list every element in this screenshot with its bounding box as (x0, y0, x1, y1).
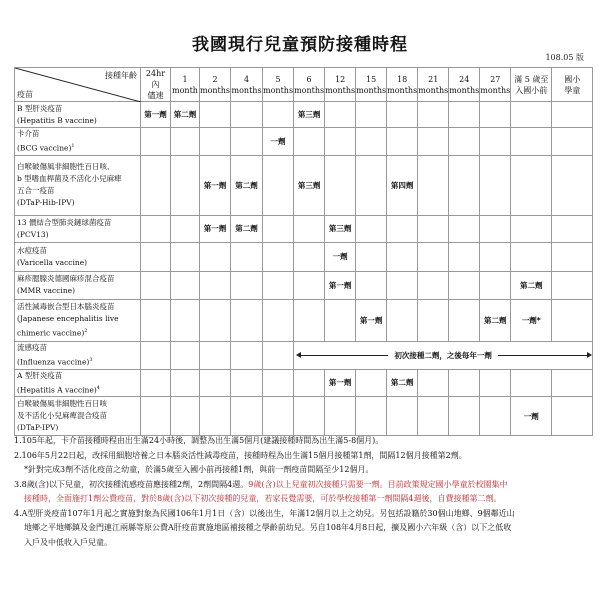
age-cell (418, 215, 449, 242)
age-cell (449, 299, 480, 341)
age-cell (480, 128, 511, 156)
age-cell (356, 271, 387, 299)
age-cell (231, 102, 263, 128)
column-header-line2: months (231, 85, 262, 95)
age-cell (356, 128, 387, 156)
vaccine-row (15, 155, 593, 215)
vaccine-name-text: B 型肝炎疫苗 (17, 103, 63, 113)
vaccine-name-en (17, 354, 140, 369)
age-cell (418, 155, 449, 215)
column-header-line2: 學童 (564, 85, 581, 95)
vaccine-name-cell (15, 242, 141, 271)
dose-cell: 第三劑 (294, 102, 325, 128)
footnote-3-text: 3.8歲(含)以下兒童，初次接種流感疫苗應接種2劑，2劑間隔4週。 (14, 479, 249, 489)
vaccine-row (15, 215, 593, 242)
dose-cell: 一劑 (511, 397, 552, 436)
age-cell (387, 215, 418, 242)
age-cell (449, 215, 480, 242)
age-cell (449, 102, 480, 128)
age-cell (480, 242, 511, 271)
vaccine-name-en (17, 313, 140, 325)
dose-cell: 第一劑 (325, 271, 356, 299)
age-cell (387, 128, 418, 156)
column-header (200, 68, 231, 102)
age-cell (356, 369, 387, 397)
vaccine-name-cell (15, 215, 141, 242)
age-cell (171, 128, 200, 156)
dose-cell: 第一劑 (200, 155, 231, 215)
age-cell (387, 299, 418, 341)
age-cell (418, 242, 449, 271)
age-cell (552, 215, 593, 242)
age-cell (171, 397, 200, 436)
age-cell (418, 271, 449, 299)
age-cell (263, 397, 294, 436)
vaccine-name-en (17, 257, 140, 269)
age-cell (552, 369, 593, 397)
column-header (356, 68, 387, 102)
age-cell (449, 271, 480, 299)
age-cell (200, 271, 231, 299)
dose-cell: 第一劑 (356, 299, 387, 341)
age-cell (325, 128, 356, 156)
vaccine-name-cell (15, 369, 141, 397)
column-header-line1: 2 (212, 74, 218, 84)
age-cell (294, 369, 325, 397)
age-cell (511, 369, 552, 397)
age-cell (294, 299, 325, 341)
age-cell (263, 215, 294, 242)
age-cell (449, 155, 480, 215)
age-cell (200, 242, 231, 271)
column-header-line1: 24 (459, 74, 470, 84)
age-cell (480, 271, 511, 299)
vaccine-name-zh (17, 398, 140, 410)
vaccine-row (15, 341, 593, 369)
age-cell (552, 271, 593, 299)
age-cell (480, 369, 511, 397)
age-cell (171, 369, 200, 397)
vaccine-name-en (17, 140, 140, 155)
vaccine-row (15, 369, 593, 397)
age-cell (552, 299, 593, 341)
dose-cell: 第二劑 (231, 155, 263, 215)
vaccine-row (15, 271, 593, 299)
vaccine-name-text: (DTaP-Hib-IPV) (17, 198, 75, 207)
vaccine-row (15, 102, 593, 128)
age-cell (171, 242, 200, 271)
column-header-line2: months (418, 85, 449, 95)
vaccine-name-zh (17, 185, 140, 197)
dose-cell: 第一劑 (325, 369, 356, 397)
column-header-line2: month (172, 85, 198, 95)
age-cell (263, 102, 294, 128)
column-header-line2: months (387, 85, 418, 95)
vaccine-name-cell (15, 397, 141, 436)
age-cell (387, 397, 418, 436)
vaccine-name-text: (MMR vaccine) (17, 286, 76, 295)
age-cell (325, 397, 356, 436)
vaccine-name-text: A 型肝炎疫苗 (17, 370, 63, 380)
vaccine-name-en (17, 285, 140, 297)
column-header (552, 68, 593, 102)
vaccine-name-text: (BCG vaccine) (17, 143, 72, 153)
column-header-line1: 12 (335, 74, 346, 84)
age-cell (141, 369, 171, 397)
dose-cell: 第二劑 (231, 215, 263, 242)
age-cell (263, 155, 294, 215)
column-header-line1: 15 (366, 74, 377, 84)
age-cell (294, 397, 325, 436)
vaccine-name-text: 13 價結合型肺炎鏈球菌疫苗 (17, 217, 112, 227)
influenza-span-cell (294, 341, 593, 369)
age-cell (387, 102, 418, 128)
vaccine-name-text: (Influenza vaccine) (17, 357, 90, 367)
age-cell (263, 271, 294, 299)
age-cell (141, 128, 171, 156)
vaccine-row (15, 397, 593, 436)
column-header-line1: 5 (275, 74, 281, 84)
dose-cell: 第四劑 (387, 155, 418, 215)
age-cell (480, 397, 511, 436)
vaccine-name-text: 麻疹腮腺炎德國麻疹混合疫苗 (17, 274, 115, 283)
column-header (418, 68, 449, 102)
age-cell (200, 369, 231, 397)
age-cell (200, 299, 231, 341)
column-header (231, 68, 263, 102)
age-cell (511, 242, 552, 271)
age-cell (511, 155, 552, 215)
dose-cell: 一劑 (325, 242, 356, 271)
vaccine-name-cell (15, 128, 141, 156)
vaccine-name-zh (17, 370, 140, 382)
vaccine-name-text: 白喉破傷風非細胞性百日咳、 (17, 162, 115, 171)
age-cell (231, 369, 263, 397)
age-cell (387, 271, 418, 299)
column-header-line1: 6 (306, 74, 312, 84)
dose-cell: 第一劑 (200, 215, 231, 242)
age-cell (200, 397, 231, 436)
vaccine-row (15, 299, 593, 341)
vaccine-name-zh (17, 103, 140, 115)
age-cell (263, 242, 294, 271)
vaccine-name-text: 五合一疫苗 (17, 186, 55, 195)
age-cell (552, 128, 593, 156)
vaccine-name-cell (15, 271, 141, 299)
column-header (480, 68, 511, 102)
footnote-ref: 4 (96, 384, 100, 391)
age-cell (480, 215, 511, 242)
age-cell (552, 155, 593, 215)
vaccine-name-cell (15, 102, 141, 128)
vaccine-name-zh (17, 173, 140, 185)
column-header-line1: 國小 (564, 74, 581, 84)
column-header-line2: months (325, 85, 356, 95)
age-cell (231, 128, 263, 156)
vaccine-name-zh (17, 245, 140, 257)
age-cell (141, 397, 171, 436)
age-cell (325, 155, 356, 215)
age-cell (294, 271, 325, 299)
age-cell (231, 271, 263, 299)
age-cell (511, 215, 552, 242)
dose-cell: 第三劑 (325, 215, 356, 242)
vaccine-name-text: (Varicella vaccine) (17, 257, 88, 267)
column-header (263, 68, 294, 102)
age-cell (418, 128, 449, 156)
vaccine-name-text: (Hepatitis B vaccine) (17, 115, 97, 125)
vaccine-name-text: 水痘疫苗 (17, 245, 47, 255)
footnote-3-highlight: 9歲(含)以上兒童初次接種只需要一劑。目前政策規定國小學童於校園集中 (248, 479, 508, 489)
vaccine-name-en (17, 382, 140, 397)
age-cell (480, 155, 511, 215)
dose-cell: 一劑 (263, 128, 294, 156)
column-header-line1: 4 (243, 74, 250, 84)
footnote-ref: 2 (84, 327, 88, 334)
corner-cell (15, 68, 141, 102)
vaccine-name-text: (Hepatitis A vaccine) (17, 385, 97, 394)
column-header-line2: months (356, 85, 387, 95)
age-cell (231, 242, 263, 271)
age-cell (200, 102, 231, 128)
age-cell (511, 102, 552, 128)
vaccine-name-zh (17, 273, 140, 285)
column-header (171, 68, 200, 102)
vaccine-name-en (17, 229, 140, 241)
column-header (294, 68, 325, 102)
age-cell (263, 341, 294, 369)
column-header (141, 68, 171, 102)
age-cell (141, 155, 171, 215)
vaccine-name-zh (17, 342, 140, 354)
age-cell (141, 215, 171, 242)
footnote-2: 2.106年5月22日起，改採用細胞培養之日本腦炎活性減毒疫苗，接種時程為出生滿15個月接種第1劑，間隔12個月接種第2劑。 (14, 450, 467, 460)
age-cell (141, 341, 171, 369)
age-cell (263, 299, 294, 341)
version-label: 108.05 版 (545, 53, 584, 62)
dose-cell: 一劑* (511, 299, 552, 341)
age-cell (171, 341, 200, 369)
age-cell (200, 341, 231, 369)
age-cell (418, 397, 449, 436)
vaccine-name-en (17, 422, 140, 434)
age-cell (356, 242, 387, 271)
vaccine-row (15, 242, 593, 271)
vaccine-name-zh (17, 128, 140, 140)
column-header-line2: months (449, 85, 480, 95)
age-cell (325, 102, 356, 128)
column-header-line1: 21 (428, 74, 439, 84)
column-header (449, 68, 480, 102)
age-cell (231, 341, 263, 369)
age-axis-label: 接種年齡 (105, 71, 137, 80)
vaccine-axis-label: 疫苗 (17, 90, 33, 99)
vaccine-name-en (17, 325, 140, 340)
vaccine-name-en (17, 197, 140, 209)
vaccine-name-text: 卡介苗 (17, 129, 40, 138)
footnote-4-line3: 入戶及中低收入戶兒童。 (24, 537, 112, 547)
age-cell (141, 242, 171, 271)
column-header-line1: 27 (490, 74, 501, 84)
age-cell (356, 215, 387, 242)
age-cell (552, 397, 593, 436)
footnote-3-continued: 接種時，全面施打1劑公費疫苗，對於8歲(含)以下初次接種的兒童，若家長覺需要，可於學校接種第一劑間隔4週後，自費接種第二劑。 (24, 494, 502, 503)
dose-cell: 第二劑 (387, 369, 418, 397)
dose-cell: 第一劑 (141, 102, 171, 128)
column-header-line2: 儘速 (147, 91, 164, 100)
column-header-line1: 18 (397, 74, 408, 84)
age-cell (449, 369, 480, 397)
vaccine-name-text: b 型嗜血桿菌及不活化小兒麻痺 (17, 174, 122, 183)
dose-cell: 第二劑 (480, 299, 511, 341)
vaccine-name-text: (Japanese encephalitis live (17, 313, 119, 323)
dose-cell: 第二劑 (511, 271, 552, 299)
age-cell (325, 299, 356, 341)
age-cell (449, 128, 480, 156)
column-header (387, 68, 418, 102)
footnote-1: 1.105年起，卡介苗接種時程由出生滿24小時後，調整為出生滿5個月(建議接種時間為出生滿5-8個月)。 (14, 436, 384, 445)
vaccine-name-zh (17, 161, 140, 173)
age-cell (294, 242, 325, 271)
vaccine-row (15, 128, 593, 156)
age-cell (356, 155, 387, 215)
dose-cell: 第三劑 (294, 155, 325, 215)
footnotes (14, 434, 594, 550)
age-cell (418, 369, 449, 397)
age-cell (171, 299, 200, 341)
age-cell (263, 369, 294, 397)
age-cell (171, 215, 200, 242)
vaccine-name-zh (17, 217, 140, 229)
column-header-line2: months (263, 85, 294, 95)
age-cell (231, 299, 263, 341)
age-cell (294, 128, 325, 156)
age-cell (356, 397, 387, 436)
age-cell (200, 128, 231, 156)
vaccination-schedule-table (14, 67, 593, 436)
age-cell (387, 242, 418, 271)
footnote-2-asterisk: *針對完成3劑不活化疫苗之幼童，於滿5歲至入國小前再接種1劑，與前一劑疫苗間隔至少12個月。 (24, 465, 374, 474)
footnote-ref: 1 (71, 143, 75, 149)
age-cell (356, 102, 387, 128)
column-header-line2: months (294, 85, 325, 95)
column-header-line2: months (480, 85, 511, 95)
influenza-schedule-text: 初次接種二劑，之後每年一劑 (388, 351, 498, 360)
footnote-ref: 3 (89, 356, 93, 363)
age-cell (480, 102, 511, 128)
vaccine-name-text: 活性減毒嵌合型日本腦炎疫苗 (17, 301, 115, 311)
page-title: 我國現行兒童預防接種時程 (192, 35, 408, 55)
age-cell (449, 242, 480, 271)
vaccine-name-text: chimeric vaccine) (17, 328, 85, 338)
age-cell (511, 128, 552, 156)
vaccine-name-cell (15, 341, 141, 369)
age-cell (141, 299, 171, 341)
footnote-3 (14, 478, 594, 493)
age-cell (231, 397, 263, 436)
age-cell (552, 242, 593, 271)
column-header (325, 68, 356, 102)
age-cell (418, 102, 449, 128)
column-header-line1: 1 (182, 74, 188, 84)
footnote-4-line2: 地鄉之平地鄉鎮及金門連江兩縣等原公費A肝疫苗實施地區補接種之學齡前幼兒。另自108年4月8日起，擴及國小六年級（含）以下之低收 (24, 523, 512, 532)
column-header-line1: 滿 5 歲至 (514, 74, 549, 84)
age-cell (449, 397, 480, 436)
vaccine-name-text: 及不活化小兒麻痺混合疫苗 (17, 411, 107, 420)
vaccine-name-en (17, 115, 140, 127)
age-cell (171, 271, 200, 299)
vaccine-name-text: (DTaP-IPV) (17, 423, 59, 432)
age-cell (418, 299, 449, 341)
age-cell (171, 155, 200, 215)
vaccine-name-text: 流感疫苗 (17, 342, 47, 352)
column-header-line1: 24hr 內 (145, 69, 166, 89)
age-cell (294, 215, 325, 242)
footnote-4: 4.A型肝炎疫苗107年1月起之實施對象為民國106年1月1日（含）以後出生，年滿12個月以上之幼兒。另包括設籍於30個山地鄉、9個鄰近山 (14, 508, 515, 518)
age-cell (141, 271, 171, 299)
vaccine-name-zh (17, 410, 140, 422)
vaccine-name-cell (15, 155, 141, 215)
column-header-line2: 入國小前 (515, 85, 548, 95)
vaccine-name-text: 白喉破傷風非細胞性百日咳 (17, 399, 107, 408)
vaccine-name-zh (17, 301, 140, 313)
header-row (15, 68, 593, 102)
column-header (511, 68, 552, 102)
column-header-line2: months (200, 85, 231, 95)
vaccine-name-cell (15, 299, 141, 341)
age-cell (552, 102, 593, 128)
dose-cell: 第二劑 (171, 102, 200, 128)
vaccine-name-text: (PCV13) (17, 229, 49, 239)
